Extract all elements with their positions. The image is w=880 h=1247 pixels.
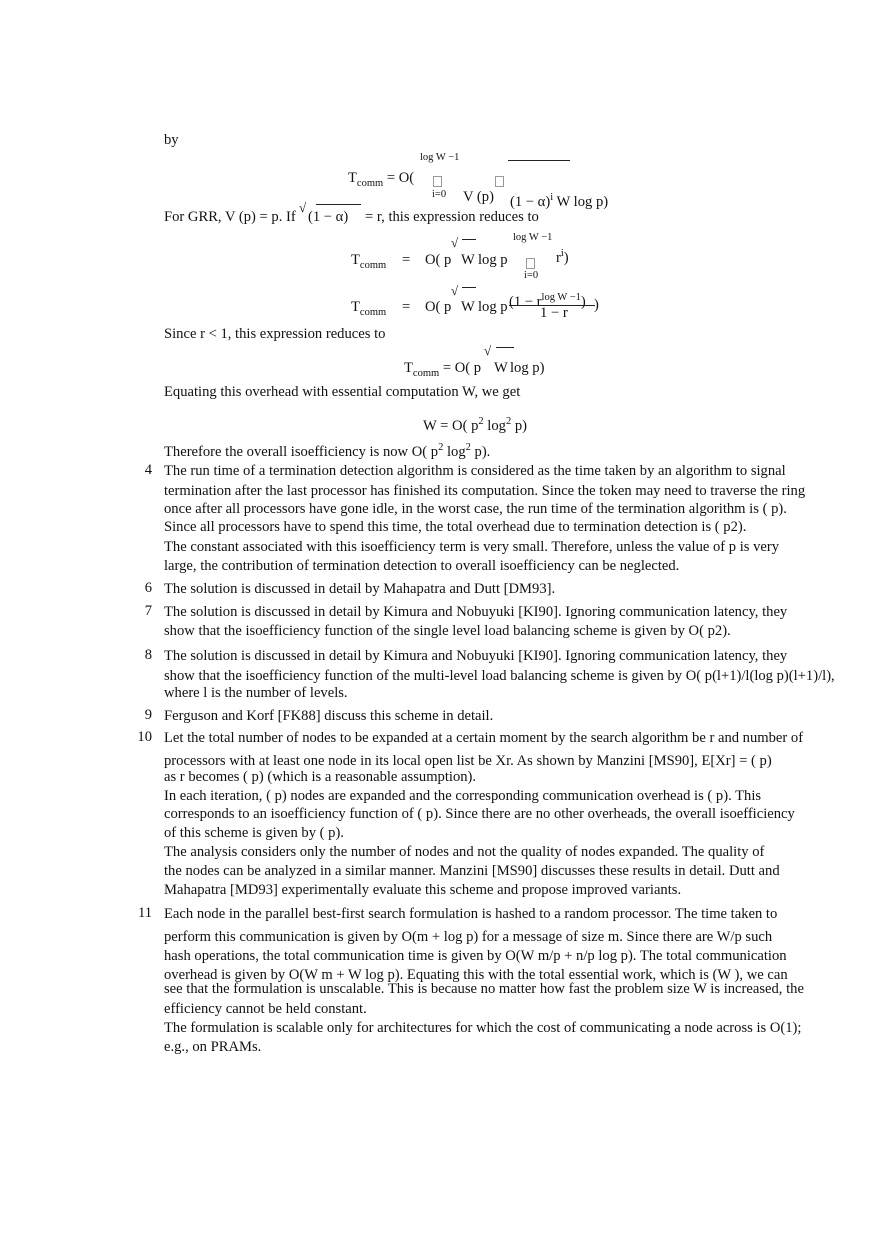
- note-line: the nodes can be analyzed in a similar manner. Manzini [MS90] discusses these results in detail. Dutt and: [164, 863, 780, 879]
- eq3-rhs-root: W: [461, 299, 475, 315]
- eq3-equals: =: [402, 299, 411, 315]
- sqrt-bar: [496, 347, 514, 348]
- grr-text-b: = r, this expression reduces to: [365, 209, 539, 225]
- eq2-rhs-root: W: [461, 252, 475, 268]
- eq1-lhs: $T_{comm} = O$(: [348, 170, 415, 189]
- summation-glyph: [433, 176, 442, 187]
- eq4-lhs: $T_{comm} = O$( p: [404, 360, 482, 379]
- equation-w: W = O( $p^2$ $\log^2 p$): [423, 416, 527, 434]
- note-number: 7: [144, 603, 152, 619]
- note-line: The solution is discussed in detail by Mahapatra and Dutt [DM93].: [164, 581, 556, 597]
- sum-lower-limit: i=0: [524, 270, 539, 281]
- note-line: Since all processors have to spend this time, the total overhead due to termination detection is ( p2).: [164, 519, 747, 535]
- sum-lower-limit: i=0: [432, 189, 447, 200]
- note-line: The constant associated with this isoefficiency term is very small. Therefore, unless the value of p is very: [164, 539, 780, 555]
- eq1-body-b: $(1 - \alpha)^i$ W log p): [510, 192, 609, 210]
- sqrt-bar: [508, 160, 570, 161]
- grr-root-arg: (1 − α): [308, 209, 349, 225]
- note-line: corresponds to an isoefficiency function of ( p). Since there are no other overheads, the overall isoefficiency: [164, 806, 795, 822]
- sqrt-symbol: √: [299, 200, 307, 215]
- since-line: Since r < 1, this expression reduces to: [164, 326, 386, 342]
- note-line: e.g., on PRAMs.: [164, 1039, 262, 1055]
- sqrt-symbol: √: [484, 343, 492, 358]
- eq3-lhs: $T_{comm}$: [351, 299, 387, 318]
- eq2-rhs-b: log p: [478, 252, 508, 268]
- sqrt-glyph: [495, 176, 504, 187]
- grr-text-a: For GRR, V (p) = p. If: [164, 209, 296, 225]
- sqrt-symbol: √: [451, 283, 459, 298]
- note-line: The analysis considers only the number of nodes and not the quality of nodes expanded. The quality of: [164, 844, 765, 860]
- note-line: processors with at least one node in its local open list be Xr. As shown by Manzini [MS90], E[Xr] = ( p): [164, 753, 772, 769]
- sum-upper-limit: log W −1: [420, 152, 460, 163]
- note-line: see that the formulation is unscalable. This is because no matter how fast the problem size W is increased, the: [164, 981, 804, 997]
- sqrt-bar: [462, 239, 476, 240]
- summation-glyph: [526, 258, 535, 269]
- note-line: once after all processors have gone idle, in the worst case, the run time of the termination algorithm is ( p).: [164, 501, 787, 517]
- note-line: The solution is discussed in detail by Kimura and Nobuyuki [KI90]. Ignoring communication latency, they: [164, 604, 788, 620]
- note-line: overhead is given by O(W m + W log p). Equating this with the total essential work, which is (W ), we can: [164, 967, 788, 983]
- sqrt-symbol: √: [451, 235, 459, 250]
- eq3-rhs-a: O( p: [425, 299, 452, 315]
- note-line: hash operations, the total communication time is given by O(W m/p + n/p log p). The total communication: [164, 948, 787, 964]
- note-number: 4: [144, 462, 152, 478]
- note-line: The formulation is scalable only for architectures for which the cost of communicating a node across is O(1);: [164, 1020, 802, 1036]
- note-number: 10: [137, 729, 152, 745]
- intro-by: by: [164, 132, 179, 148]
- sqrt-bar: [462, 287, 476, 288]
- note-line: The run time of a termination detection algorithm is considered as the time taken by an algorithm to signal: [164, 463, 786, 479]
- equating-line: Equating this overhead with essential computation W, we get: [164, 384, 521, 400]
- eq3-denominator: 1 − r: [540, 305, 568, 321]
- eq4-rhs-root: W: [494, 360, 508, 376]
- note-line: Each node in the parallel best-first search formulation is hashed to a random processor. The time taken to: [164, 906, 778, 922]
- eq3-rhs-b: log p: [478, 299, 508, 315]
- note-line: show that the isoefficiency function of the single level load balancing scheme is given by O( p2).: [164, 623, 731, 639]
- note-line: termination after the last processor has finished its computation. Since the token may need to traverse the ring: [164, 483, 806, 499]
- note-number: 11: [137, 905, 152, 921]
- note-line: efficiency cannot be held constant.: [164, 1001, 367, 1017]
- note-line: as r becomes ( p) (which is a reasonable assumption).: [164, 769, 477, 785]
- eq3-numerator: $(1 - r^{log W -1})$: [509, 292, 586, 310]
- eq4-rhs-b: log p): [510, 360, 545, 376]
- eq2-rhs-a: O( p: [425, 252, 452, 268]
- note-number: 6: [144, 580, 152, 596]
- eq3-close: ): [594, 297, 599, 313]
- sum-upper-limit: log W −1: [513, 232, 553, 243]
- note-line: In each iteration, ( p) nodes are expanded and the corresponding communication overhead is ( p). This: [164, 788, 762, 804]
- note-line: The solution is discussed in detail by Kimura and Nobuyuki [KI90]. Ignoring communication latency, they: [164, 648, 788, 664]
- therefore-line: Therefore the overall isoefficiency is now O( $p^2$ $\log^2 p$).: [164, 442, 491, 460]
- eq1-body-a: V (p): [463, 189, 494, 205]
- note-line: Let the total number of nodes to be expanded at a certain moment by the search algorithm be r and number of: [164, 730, 804, 746]
- note-line: show that the isoefficiency function of the multi-level load balancing scheme is given by O( p(l+1)/l(log p)(l+1)/l),: [164, 668, 835, 684]
- note-number: 9: [144, 707, 152, 723]
- sqrt-bar: [316, 204, 361, 205]
- eq2-lhs: $T_{comm}$: [351, 252, 387, 271]
- note-line: perform this communication is given by O(m + log p) for a message of size m. Since there are W/p such: [164, 929, 773, 945]
- note-line: where l is the number of levels.: [164, 685, 348, 701]
- note-number: 8: [144, 647, 152, 663]
- eq2-term: $r^i$): [556, 248, 569, 266]
- eq2-equals: =: [402, 252, 411, 268]
- note-line: large, the contribution of termination detection to overall isoefficiency can be neglected.: [164, 558, 680, 574]
- note-line: Mahapatra [MD93] experimentally evaluate this scheme and propose improved variants.: [164, 882, 682, 898]
- note-line: of this scheme is given by ( p).: [164, 825, 344, 841]
- note-line: Ferguson and Korf [FK88] discuss this scheme in detail.: [164, 708, 494, 724]
